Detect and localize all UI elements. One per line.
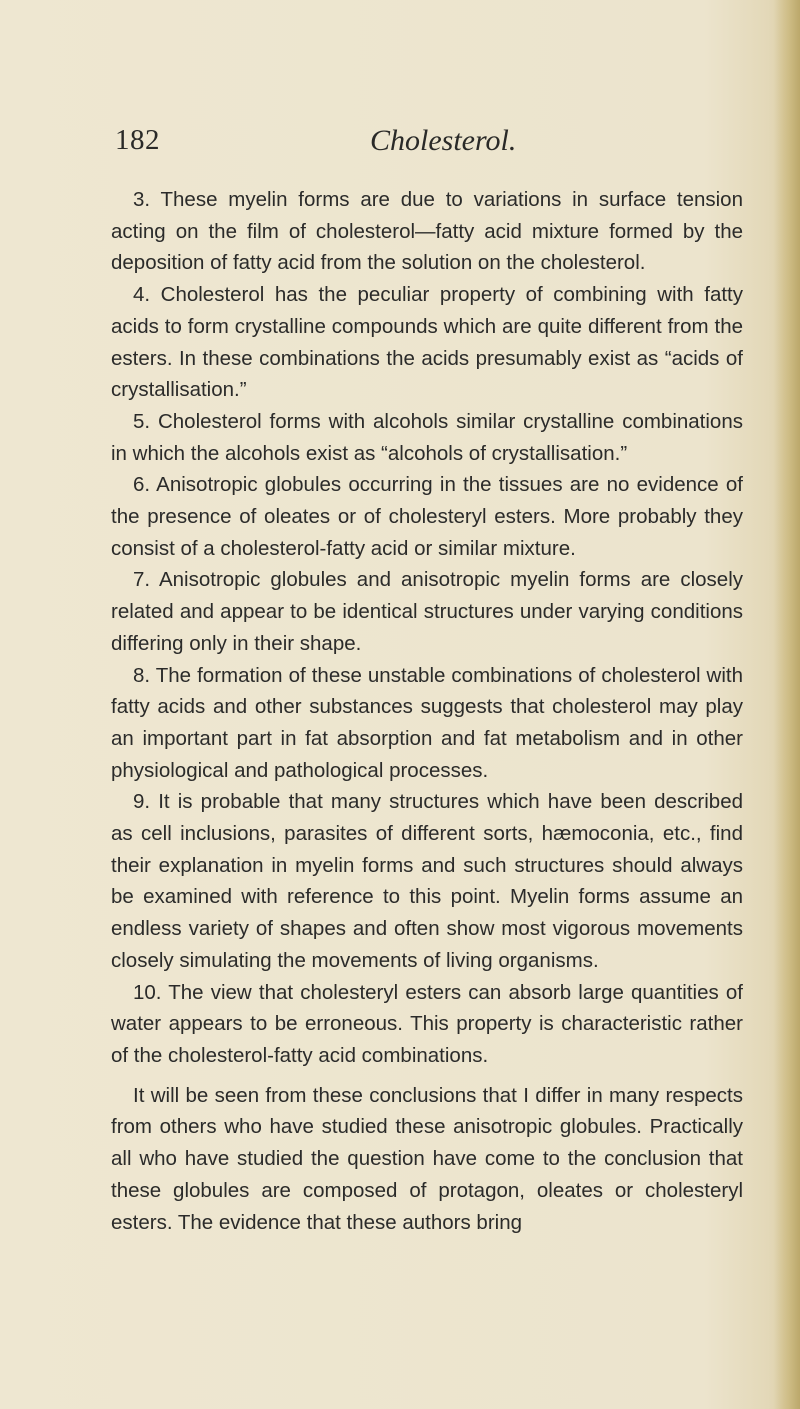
page-header [0,124,800,164]
page-number: 182 [115,124,160,156]
body-text [111,184,743,1238]
closing-paragraph: It will be seen from these conclusions that I differ in many respects from others who have studied these anisotropic globules. Practically all who have studied the question have come to the conclusion that these globules are composed of protagon, oleates or cholesteryl esters. The evidence that these authors bring [111,1083,743,1234]
conclusion-4: 4. Cholesterol has the peculiar property of combining with fatty acids to form crystalline compounds which are quite different from the esters. In these combinations the acids presumably exist as “acids of crystallisation.” [111,283,743,402]
conclusion-6: 6. Anisotropic globules occurring in the tissues are no evidence of the presence of oleates or of cholesteryl esters. More probably they consist of a cholesterol-fatty acid or similar mixture. [111,473,743,560]
conclusion-10: 10. The view that cholesteryl esters can absorb large quantities of water appears to be erroneous. This property is characteristic rather of the cholesterol-fatty acid combinations. [111,980,743,1067]
conclusion-9: 9. It is probable that many structures which have been described as cell inclusions, parasites of different sorts, hæmoconia, etc., find their explanation in myelin forms and such structures should always be examined with reference to this point. Myelin forms assume an endless variety of shapes and often show most vigorous movements closely simulating the movements of living organisms. [111,790,743,972]
conclusion-7: 7. Anisotropic globules and anisotropic myelin forms are closely related and appear to be identical structures under varying conditions differing only in their shape. [111,568,743,655]
conclusion-3: 3. These myelin forms are due to variations in surface tension acting on the film of cholesterol—fatty acid mixture formed by the deposition of fatty acid from the solution on the cholesterol. [111,188,743,275]
page-edge-shading [774,0,800,1409]
conclusion-5: 5. Cholesterol forms with alcohols similar crystalline combinations in which the alcohols exist as “alcohols of crystallisation.” [111,409,743,465]
running-title: Cholesterol. [370,124,517,157]
conclusion-8: 8. The formation of these unstable combinations of cholesterol with fatty acids and other substances suggests that cholesterol may play an important part in fat absorption and fat metabolism and in other physiological and pathological processes. [111,663,743,782]
